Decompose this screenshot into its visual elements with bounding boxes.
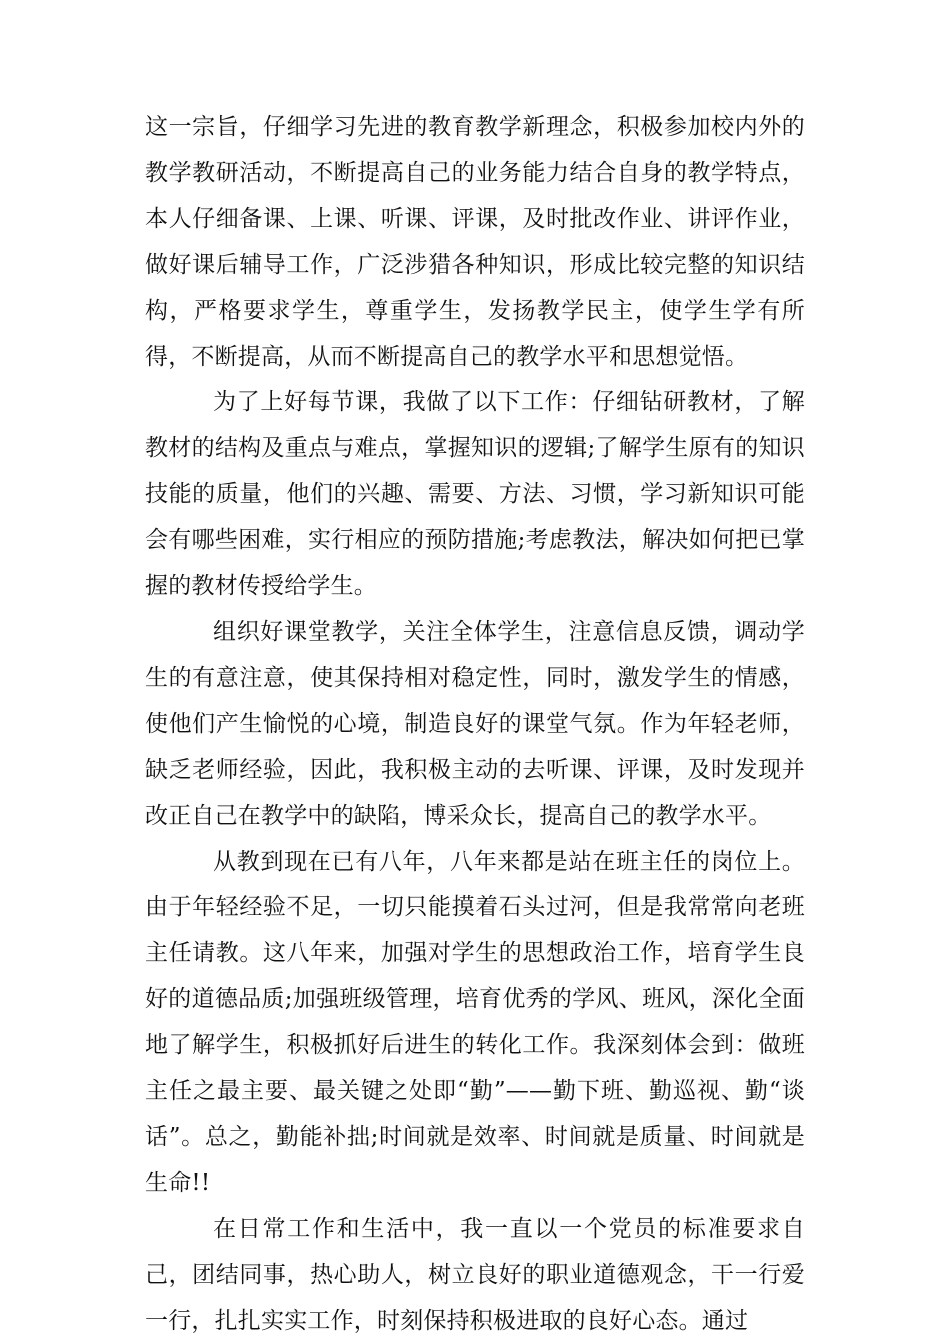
paragraph-3: 组织好课堂教学，关注全体学生，注意信息反馈，调动学生的有意注意，使其保持相对稳定性，同时，激发学生的情感，使他们产生愉悦的心境，制造良好的课堂气氛。作为年轻老师，缺乏老师经验，因此，我积极主动的去听课、评课，及时发现并改正自己在教学中的缺陷，博采众长，提高自己的教学水平。 bbox=[145, 618, 805, 829]
paragraph-2: 为了上好每节课，我做了以下工作：仔细钻研教材，了解教材的结构及重点与难点，掌握知识的逻辑;了解学生原有的知识技能的质量，他们的兴趣、需要、方法、习惯，学习新知识可能会有哪些困难，实行相应的预防措施;考虑教法，解决如何把已掌握的教材传授给学生。 bbox=[145, 389, 805, 600]
paragraph-4: 从教到现在已有八年，八年来都是站在班主任的岗位上。由于年轻经验不足，一切只能摸着石头过河，但是我常常向老班主任请教。这八年来，加强对学生的思想政治工作，培育学生良好的道德品质;加强班级管理，培育优秀的学风、班风，深化全面地了解学生，积极抓好后进生的转化工作。我深刻体会到：做班主任之最主要、最关键之处即“勤”——勤下班、勤巡视、勤“谈话”。总之，勤能补拙;时间就是效率、时间就是质量、时间就是生命!! bbox=[145, 848, 805, 1196]
document-body bbox=[145, 105, 805, 1344]
paragraph-5: 在日常工作和生活中，我一直以一个党员的标准要求自己，团结同事，热心助人，树立良好的职业道德观念，干一行爱一行，扎扎实实工作，时刻保持积极进取的良好心态。通过 bbox=[145, 1215, 805, 1334]
paragraph-1: 这一宗旨，仔细学习先进的教育教学新理念，积极参加校内外的教学教研活动，不断提高自己的业务能力结合自身的教学特点，本人仔细备课、上课、听课、评课，及时批改作业、讲评作业，做好课后辅导工作，广泛涉猎各种知识，形成比较完整的知识结构，严格要求学生，尊重学生，发扬教学民主，使学生学有所得，不断提高，从而不断提高自己的教学水平和思想觉悟。 bbox=[145, 114, 805, 370]
